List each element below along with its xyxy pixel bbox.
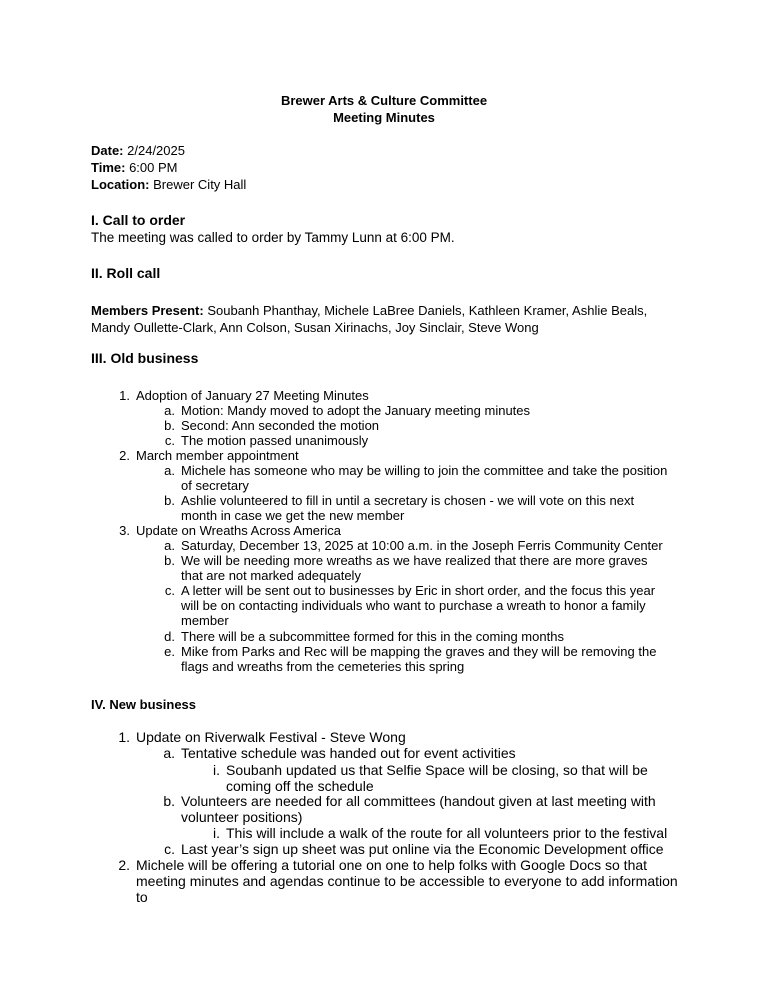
list-item bbox=[164, 433, 369, 448]
list-item-text: Ashlie volunteered to fill in until a secretary is chosen - we will vote on this next bbox=[181, 493, 635, 508]
list-item bbox=[164, 841, 664, 857]
list-item-text: Update on Wreaths Across America bbox=[136, 523, 341, 538]
list-item-text: of secretary bbox=[181, 478, 249, 493]
document-title: Brewer Arts & Culture Committee bbox=[280, 93, 488, 108]
list-item bbox=[163, 745, 516, 761]
list-marker: b. bbox=[164, 493, 175, 508]
time-label: Time: bbox=[91, 160, 126, 175]
list-marker: d. bbox=[164, 629, 175, 644]
list-item-text: will be on contacting individuals who want to purchase a wreath to honor a family bbox=[181, 598, 646, 613]
list-marker: b. bbox=[163, 793, 175, 809]
list-item-text: Volunteers are needed for all committees (handout given at last meeting with bbox=[181, 793, 656, 809]
meta-time bbox=[91, 160, 177, 175]
list-item-text: member bbox=[181, 613, 229, 628]
list-marker: i. bbox=[213, 825, 220, 841]
list-marker: c. bbox=[164, 841, 175, 857]
list-item bbox=[164, 418, 380, 433]
list-item bbox=[164, 583, 656, 628]
list-marker: 2. bbox=[118, 857, 130, 873]
list-item-text: flags and wreaths from the cemeteries this spring bbox=[181, 659, 465, 674]
list-item bbox=[119, 448, 299, 463]
list-marker: 3. bbox=[119, 523, 130, 538]
list-item-text: There will be a subcommittee formed for this in the coming months bbox=[181, 629, 564, 644]
list-item bbox=[119, 388, 369, 403]
list-item-text: meeting minutes and agendas continue to be accessible to everyone to add information bbox=[136, 873, 678, 889]
list-item bbox=[164, 493, 635, 523]
list-item-text: Michele has someone who may be willing to join the committee and take the position bbox=[181, 463, 668, 478]
list-item bbox=[118, 729, 406, 745]
list-item-text: Tentative schedule was handed out for event activities bbox=[181, 745, 516, 761]
date-value: 2/24/2025 bbox=[127, 143, 185, 158]
list-item bbox=[164, 629, 564, 644]
list-item-text: Mike from Parks and Rec will be mapping the graves and they will be removing the bbox=[181, 644, 657, 659]
list-item-text: volunteer positions) bbox=[181, 809, 303, 825]
list-item-text: This will include a walk of the route for all volunteers prior to the festival bbox=[226, 825, 668, 841]
meta-date bbox=[91, 143, 185, 158]
list-item-text: Update on Riverwalk Festival - Steve Wong bbox=[136, 729, 406, 745]
list-item bbox=[213, 825, 668, 841]
list-item bbox=[118, 857, 678, 905]
list-item bbox=[164, 644, 657, 674]
location-value: Brewer City Hall bbox=[153, 177, 247, 192]
list-item bbox=[164, 553, 648, 583]
list-item-text: Motion: Mandy moved to adopt the January meeting minutes bbox=[181, 403, 531, 418]
list-item-text: March member appointment bbox=[136, 448, 299, 463]
members-present bbox=[91, 302, 681, 336]
list-item-text: A letter will be sent out to businesses by Eric in short order, and the focus this year bbox=[181, 583, 656, 598]
list-item-text: that are not marked adequately bbox=[181, 568, 361, 583]
list-item-text: Soubanh updated us that Selfie Space will be closing, so that will be bbox=[226, 762, 648, 778]
heading-roll-call: II. Roll call bbox=[91, 265, 161, 281]
list-marker: c. bbox=[164, 433, 175, 448]
list-marker: a. bbox=[164, 538, 175, 553]
list-marker: a. bbox=[164, 403, 175, 418]
list-item-text: coming off the schedule bbox=[226, 778, 374, 794]
list-item-text: The motion passed unanimously bbox=[181, 433, 369, 448]
list-item-text: Michele will be offering a tutorial one on one to help folks with Google Docs so that bbox=[136, 857, 648, 873]
list-item bbox=[164, 538, 663, 553]
heading-call-to-order: I. Call to order bbox=[91, 212, 186, 228]
list-item bbox=[213, 762, 648, 794]
call-to-order-text: The meeting was called to order by Tammy Lunn at 6:00 PM. bbox=[91, 230, 455, 245]
list-marker: e. bbox=[164, 644, 175, 659]
list-item-text: We will be needing more wreaths as we have realized that there are more graves bbox=[181, 553, 648, 568]
time-value: 6:00 PM bbox=[129, 160, 178, 175]
location-label: Location: bbox=[91, 177, 150, 192]
list-item bbox=[119, 523, 341, 538]
list-item-text: month in case we get the new member bbox=[181, 508, 405, 523]
members-value: Soubanh Phanthay, Michele LaBree Daniels, Kathleen Kramer, Ashlie Beals, Mandy Oullette-Clark, Ann Colson, Susan Xirinachs, Joy Sinclair, Steve Wong bbox=[91, 303, 648, 335]
list-marker: b. bbox=[164, 418, 175, 433]
list-item-text: Last year’s sign up sheet was put online via the Economic Development office bbox=[181, 841, 664, 857]
list-marker: a. bbox=[164, 463, 175, 478]
list-marker: c. bbox=[164, 583, 175, 598]
heading-old-business: III. Old business bbox=[91, 350, 199, 366]
list-item bbox=[163, 793, 656, 825]
list-marker: 1. bbox=[119, 388, 130, 403]
list-item bbox=[164, 403, 531, 418]
list-marker: a. bbox=[163, 745, 175, 761]
list-item-text: Adoption of January 27 Meeting Minutes bbox=[136, 388, 369, 403]
meta-location bbox=[91, 177, 246, 192]
heading-new-business: IV. New business bbox=[91, 697, 197, 712]
list-item-text: to bbox=[136, 889, 148, 905]
list-marker: 1. bbox=[118, 729, 130, 745]
list-item-text: Second: Ann seconded the motion bbox=[181, 418, 380, 433]
date-label: Date: bbox=[91, 143, 124, 158]
list-item-text: Saturday, December 13, 2025 at 10:00 a.m. in the Joseph Ferris Community Center bbox=[181, 538, 663, 553]
document-subtitle: Meeting Minutes bbox=[333, 110, 435, 125]
list-marker: b. bbox=[164, 553, 175, 568]
members-label: Members Present: bbox=[91, 303, 204, 318]
list-marker: i. bbox=[213, 762, 220, 778]
list-marker: 2. bbox=[119, 448, 130, 463]
list-item bbox=[164, 463, 668, 493]
